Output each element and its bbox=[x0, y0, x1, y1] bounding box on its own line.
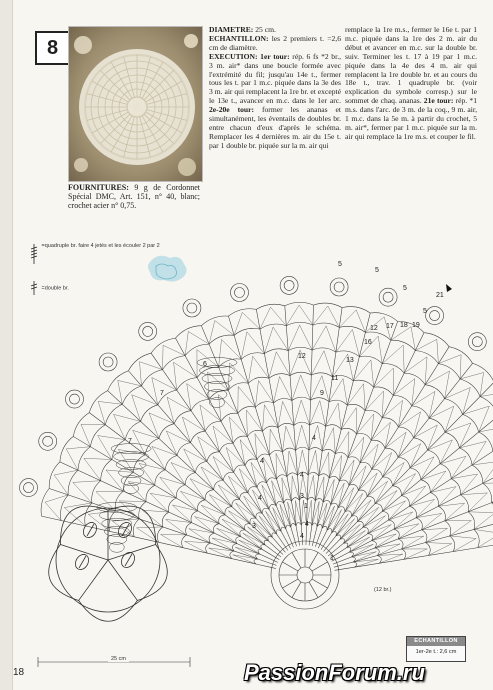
round-label: 5 bbox=[375, 267, 379, 274]
size-label: 25 cm bbox=[108, 656, 129, 662]
round-label: 1 bbox=[330, 555, 334, 562]
watermark: PassionForum.ru bbox=[244, 660, 425, 685]
round-label: 13 bbox=[346, 357, 354, 364]
execution-label: EXECUTION: bbox=[209, 51, 258, 61]
round-label: 4 bbox=[300, 472, 304, 479]
fournitures-label: FOURNITURES: bbox=[68, 183, 129, 192]
round-label: 17 bbox=[386, 323, 394, 330]
tour2-label: 2e-20e tour: bbox=[209, 105, 255, 115]
round-label: 1 bbox=[304, 503, 308, 510]
round-label: 3 bbox=[300, 493, 304, 500]
round-label: 4 bbox=[300, 533, 304, 540]
echantillon-box-title: ECHANTILLON bbox=[407, 637, 465, 646]
echantillon-box-value: 1er-2e t.: 2,6 cm bbox=[415, 649, 457, 655]
round-label: 5 bbox=[338, 261, 342, 268]
round-label: 4 bbox=[260, 458, 264, 465]
echantillon-label: ECHANTILLON: bbox=[209, 33, 269, 43]
legend-quadruple-text: =quadruple br. faire 4 jetés et les écouler 2 par 2 bbox=[41, 243, 160, 249]
round-label: 12 bbox=[298, 353, 306, 360]
twelve-br-label: (12 br.) bbox=[374, 587, 392, 593]
round-label: 21 bbox=[436, 292, 444, 299]
round-label: 6 bbox=[203, 361, 207, 368]
small-motif-illustration bbox=[148, 256, 187, 282]
fournitures-text: 9 g de Cordonnet Spécial DMC, Art. 151, n° 40, blanc; crochet acier n° 0,75. bbox=[68, 183, 201, 211]
echantillon-box bbox=[406, 636, 466, 662]
echantillon-value: les 2 premiers t. =2,6 cm de diamètre. bbox=[209, 33, 341, 52]
tour21-label: 21e tour: bbox=[423, 96, 454, 106]
round-label: 5 bbox=[423, 308, 427, 315]
tour1-label: 1er tour: bbox=[260, 51, 290, 61]
round-label: 5 bbox=[403, 285, 407, 292]
round-label: 7 bbox=[128, 438, 132, 445]
echantillon-petal-drawing bbox=[49, 506, 168, 621]
round-label: 12 bbox=[370, 325, 378, 332]
tour1-text: rép. 6 fs *2 br., 3 m. air* dans une boucle formée avec l'extrémité du fil; jusqu'au 14e t., fermer tous les t. par 1 m.c. piquée dans la 3e des 3 m. air qui remplacent la 1re br. et excepté le 13e t., avancer en m.c. dans le 1er arc. bbox=[209, 51, 341, 106]
diametre-label: DIAMETRE: bbox=[209, 25, 254, 34]
round-label: 4 bbox=[258, 495, 262, 502]
round-label: 4 bbox=[305, 521, 309, 528]
pattern-number: 8 bbox=[46, 36, 59, 59]
start-arrow-icon bbox=[446, 284, 452, 292]
legend-double-text: =double br. bbox=[41, 285, 69, 292]
tour21-text: rép. *1 m.s. dans l'arc. de 3 m. de la coq., 9 m. air, 1 m.c. dans la 5e m. à partir du crochet, 5 m. air*, fermer par 1 m.c. piquée sur la m. air qui remplace la 1re m.s. et couper le fil. bbox=[345, 96, 477, 141]
tour2-text-end: remplace la 1re m.s., fermer le 16e t. par 1 m.c. piquée dans la 1re des 2 m. air du début et avancer en m.c. sur la double br. suiv. Terminer les t. 17 à 19 par 1 m.c. piquée dans la 4e des 4 m. air qui remplacent la 1re double br. et au cours du 18e t., trav. 1 quadruple br. (voir explication du symbole corresp.) sur le sommet de chaq. ananas. bbox=[345, 25, 477, 106]
round-label: 9 bbox=[320, 390, 324, 397]
tour2-text-start: former les ananas et simultanément, les éventails de doubles br. entre chacun d'eux d'après le schéma. Remplacer les 4 dernières m. air du 15e t. par 1 double br. piquée sur la m. air qui bbox=[209, 105, 342, 150]
round-label: 19 bbox=[412, 322, 420, 329]
diametre-value: 25 cm. bbox=[255, 25, 276, 34]
round-label: 4 bbox=[312, 435, 316, 442]
round-label: 3 bbox=[252, 523, 256, 530]
page-number: 18 bbox=[13, 667, 25, 678]
round-label: 7 bbox=[160, 390, 164, 397]
round-label: 16 bbox=[364, 339, 372, 346]
round-label: 11 bbox=[331, 375, 339, 382]
round-label: 18 bbox=[400, 322, 408, 329]
